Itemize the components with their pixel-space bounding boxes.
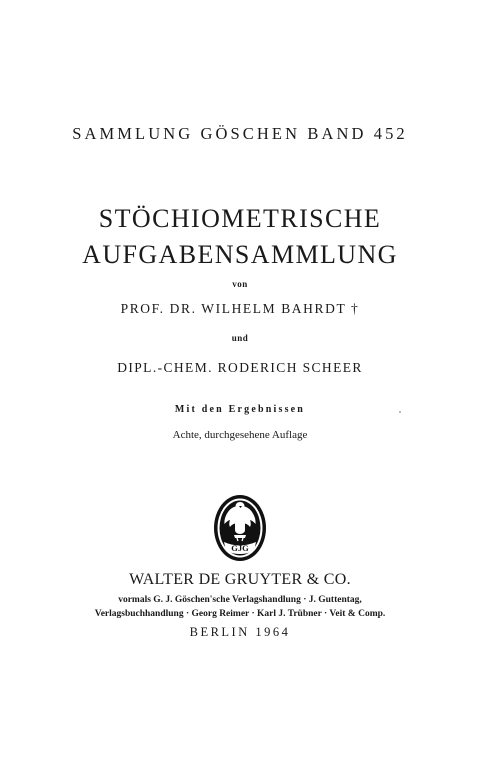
book-title-line-2: AUFGABENSAMMLUNG bbox=[82, 240, 398, 269]
author-2: DIPL.-CHEM. RODERICH SCHEER bbox=[117, 360, 363, 375]
and-label: und bbox=[231, 333, 249, 343]
results-note: Mit den Ergebnissen bbox=[174, 404, 306, 415]
city-year: BERLIN 1964 bbox=[189, 625, 291, 639]
by-label: von bbox=[232, 279, 248, 289]
paper-speck bbox=[399, 411, 401, 413]
logo-initials: GJG bbox=[231, 543, 249, 553]
eagle-emblem-icon bbox=[212, 493, 268, 563]
author-1: PROF. DR. WILHELM BAHRDT † bbox=[120, 301, 360, 316]
publisher-formerly-line-1: vormals G. J. Göschen'sche Verlagshandlung · J. Guttentag, bbox=[118, 595, 362, 605]
publisher-formerly-line-2: Verlagsbuchhandlung · Georg Reimer · Karl J. Trübner · Veit & Comp. bbox=[94, 609, 386, 619]
series-heading: SAMMLUNG GÖSCHEN BAND 452 bbox=[72, 124, 408, 143]
publisher-name: WALTER DE GRUYTER & CO. bbox=[129, 571, 351, 588]
edition-note: Achte, durchgesehene Auflage bbox=[172, 429, 308, 441]
book-title-line-1: STÖCHIOMETRISCHE bbox=[98, 204, 382, 233]
